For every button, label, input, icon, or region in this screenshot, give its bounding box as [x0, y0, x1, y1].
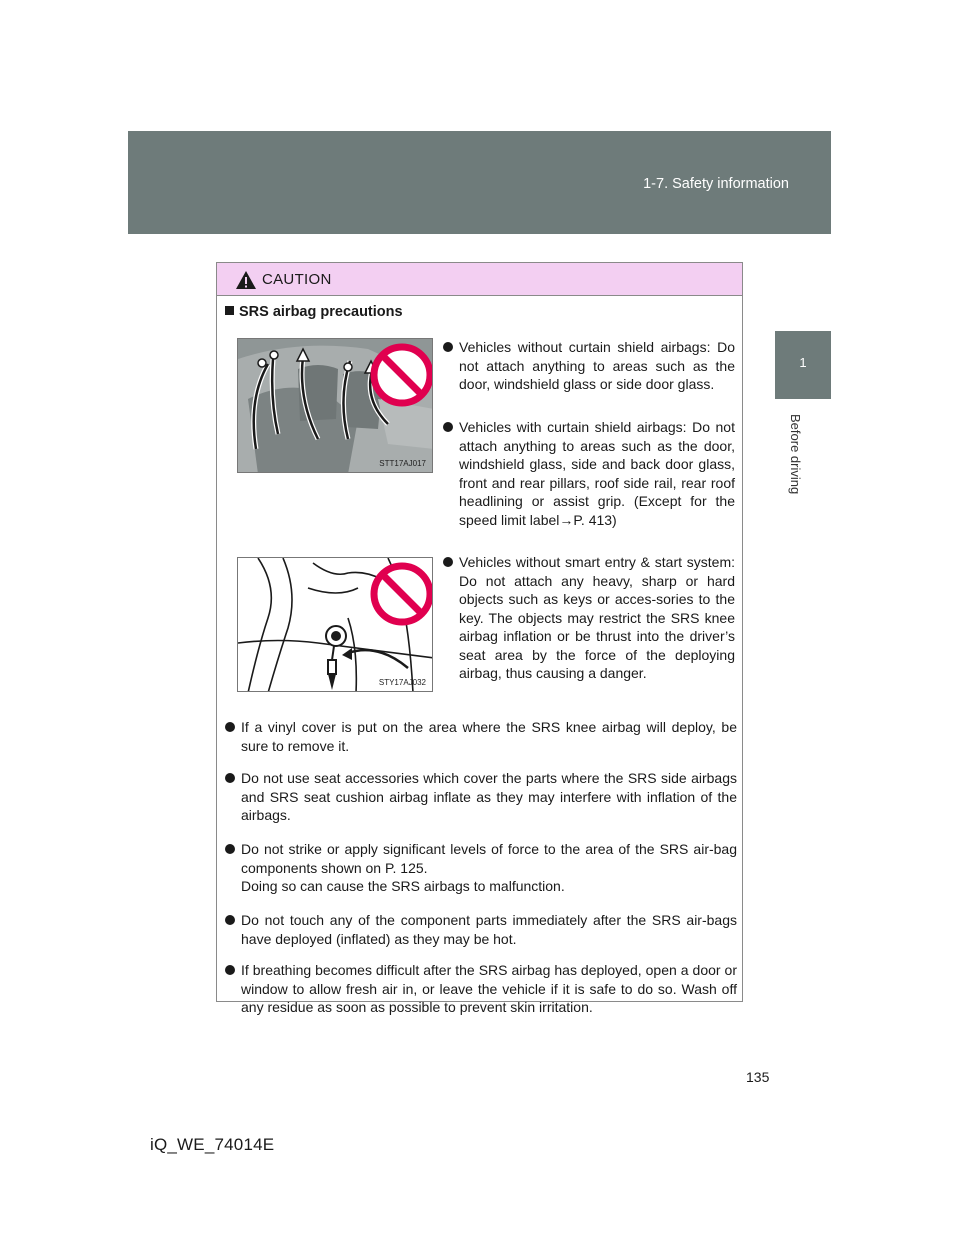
- bullet-icon: [443, 422, 453, 432]
- list-item: Do not strike or apply significant levels of force to the area of the SRS air-bag components shown on P. 125. Doing so can cause the SRS airbags to malfunction.: [225, 840, 737, 896]
- figure-key-accessories: [237, 557, 433, 692]
- header-band: [128, 131, 831, 234]
- list-item: Vehicles with curtain shield airbags: Do not attach anything to areas such as the door, windshield glass, side and back door glass, front and rear pillars, roof side rail, rear roof headlining or assist grip. (Except for the speed limit label→P. 413): [443, 418, 735, 529]
- caution-header: [217, 263, 742, 296]
- chapter-tab: [775, 331, 831, 399]
- list-item: Vehicles without smart entry & start system: Do not attach any heavy, sharp or hard objects such as keys or acces-sories to the key. The objects may restrict the SRS knee airbag inflation or be thrust into the driver’s seat area by the force of the deploying airbag, thus causing a danger.: [443, 553, 735, 683]
- list-item: Do not use seat accessories which cover the parts where the SRS side airbags and SRS seat cushion airbag inflate as they may interfere with inflation of the airbags.: [225, 769, 737, 825]
- figure-code: STY17AJ032: [378, 678, 426, 687]
- warning-triangle-icon: [235, 270, 257, 290]
- section-title: 1-7. Safety information: [643, 176, 789, 192]
- chapter-label: Before driving: [788, 414, 803, 495]
- page-number: 135: [746, 1069, 770, 1085]
- bullet-icon: [225, 844, 235, 854]
- bullet-icon: [443, 557, 453, 567]
- list-item: Vehicles without curtain shield airbags: Do not attach anything to areas such as the door, windshield glass or side door glass.: [443, 338, 735, 394]
- list-item: Do not touch any of the component parts immediately after the SRS air-bags have deployed (inflated) as they may be hot.: [225, 911, 737, 948]
- subheading: [225, 304, 403, 320]
- caution-box: [216, 262, 743, 1015]
- document-code: iQ_WE_74014E: [150, 1135, 275, 1154]
- caution-title: CAUTION: [262, 271, 332, 288]
- figure-code: STT17AJ017: [379, 459, 426, 468]
- chapter-number: 1: [799, 355, 807, 370]
- interior-illustration: [238, 339, 433, 473]
- prohibition-icon: [374, 347, 430, 403]
- bullet-icon: [225, 965, 235, 975]
- key-illustration: [238, 558, 433, 692]
- bullet-icon: [225, 773, 235, 783]
- prohibition-icon: [374, 566, 430, 622]
- figure-curtain-airbag: [237, 338, 433, 473]
- list-item: If a vinyl cover is put on the area where the SRS knee airbag will deploy, be sure to remove it.: [225, 718, 737, 755]
- bullet-icon: [225, 722, 235, 732]
- subheading-text: SRS airbag precautions: [239, 304, 403, 320]
- square-bullet-icon: [225, 306, 234, 315]
- list-item: If breathing becomes difficult after the SRS airbag has deployed, open a door or window to allow fresh air in, or leave the vehicle if it is safe to do so. Wash off any residue as soon as possible to prevent skin irritation.: [225, 961, 737, 1017]
- bullet-icon: [225, 915, 235, 925]
- bullet-icon: [443, 342, 453, 352]
